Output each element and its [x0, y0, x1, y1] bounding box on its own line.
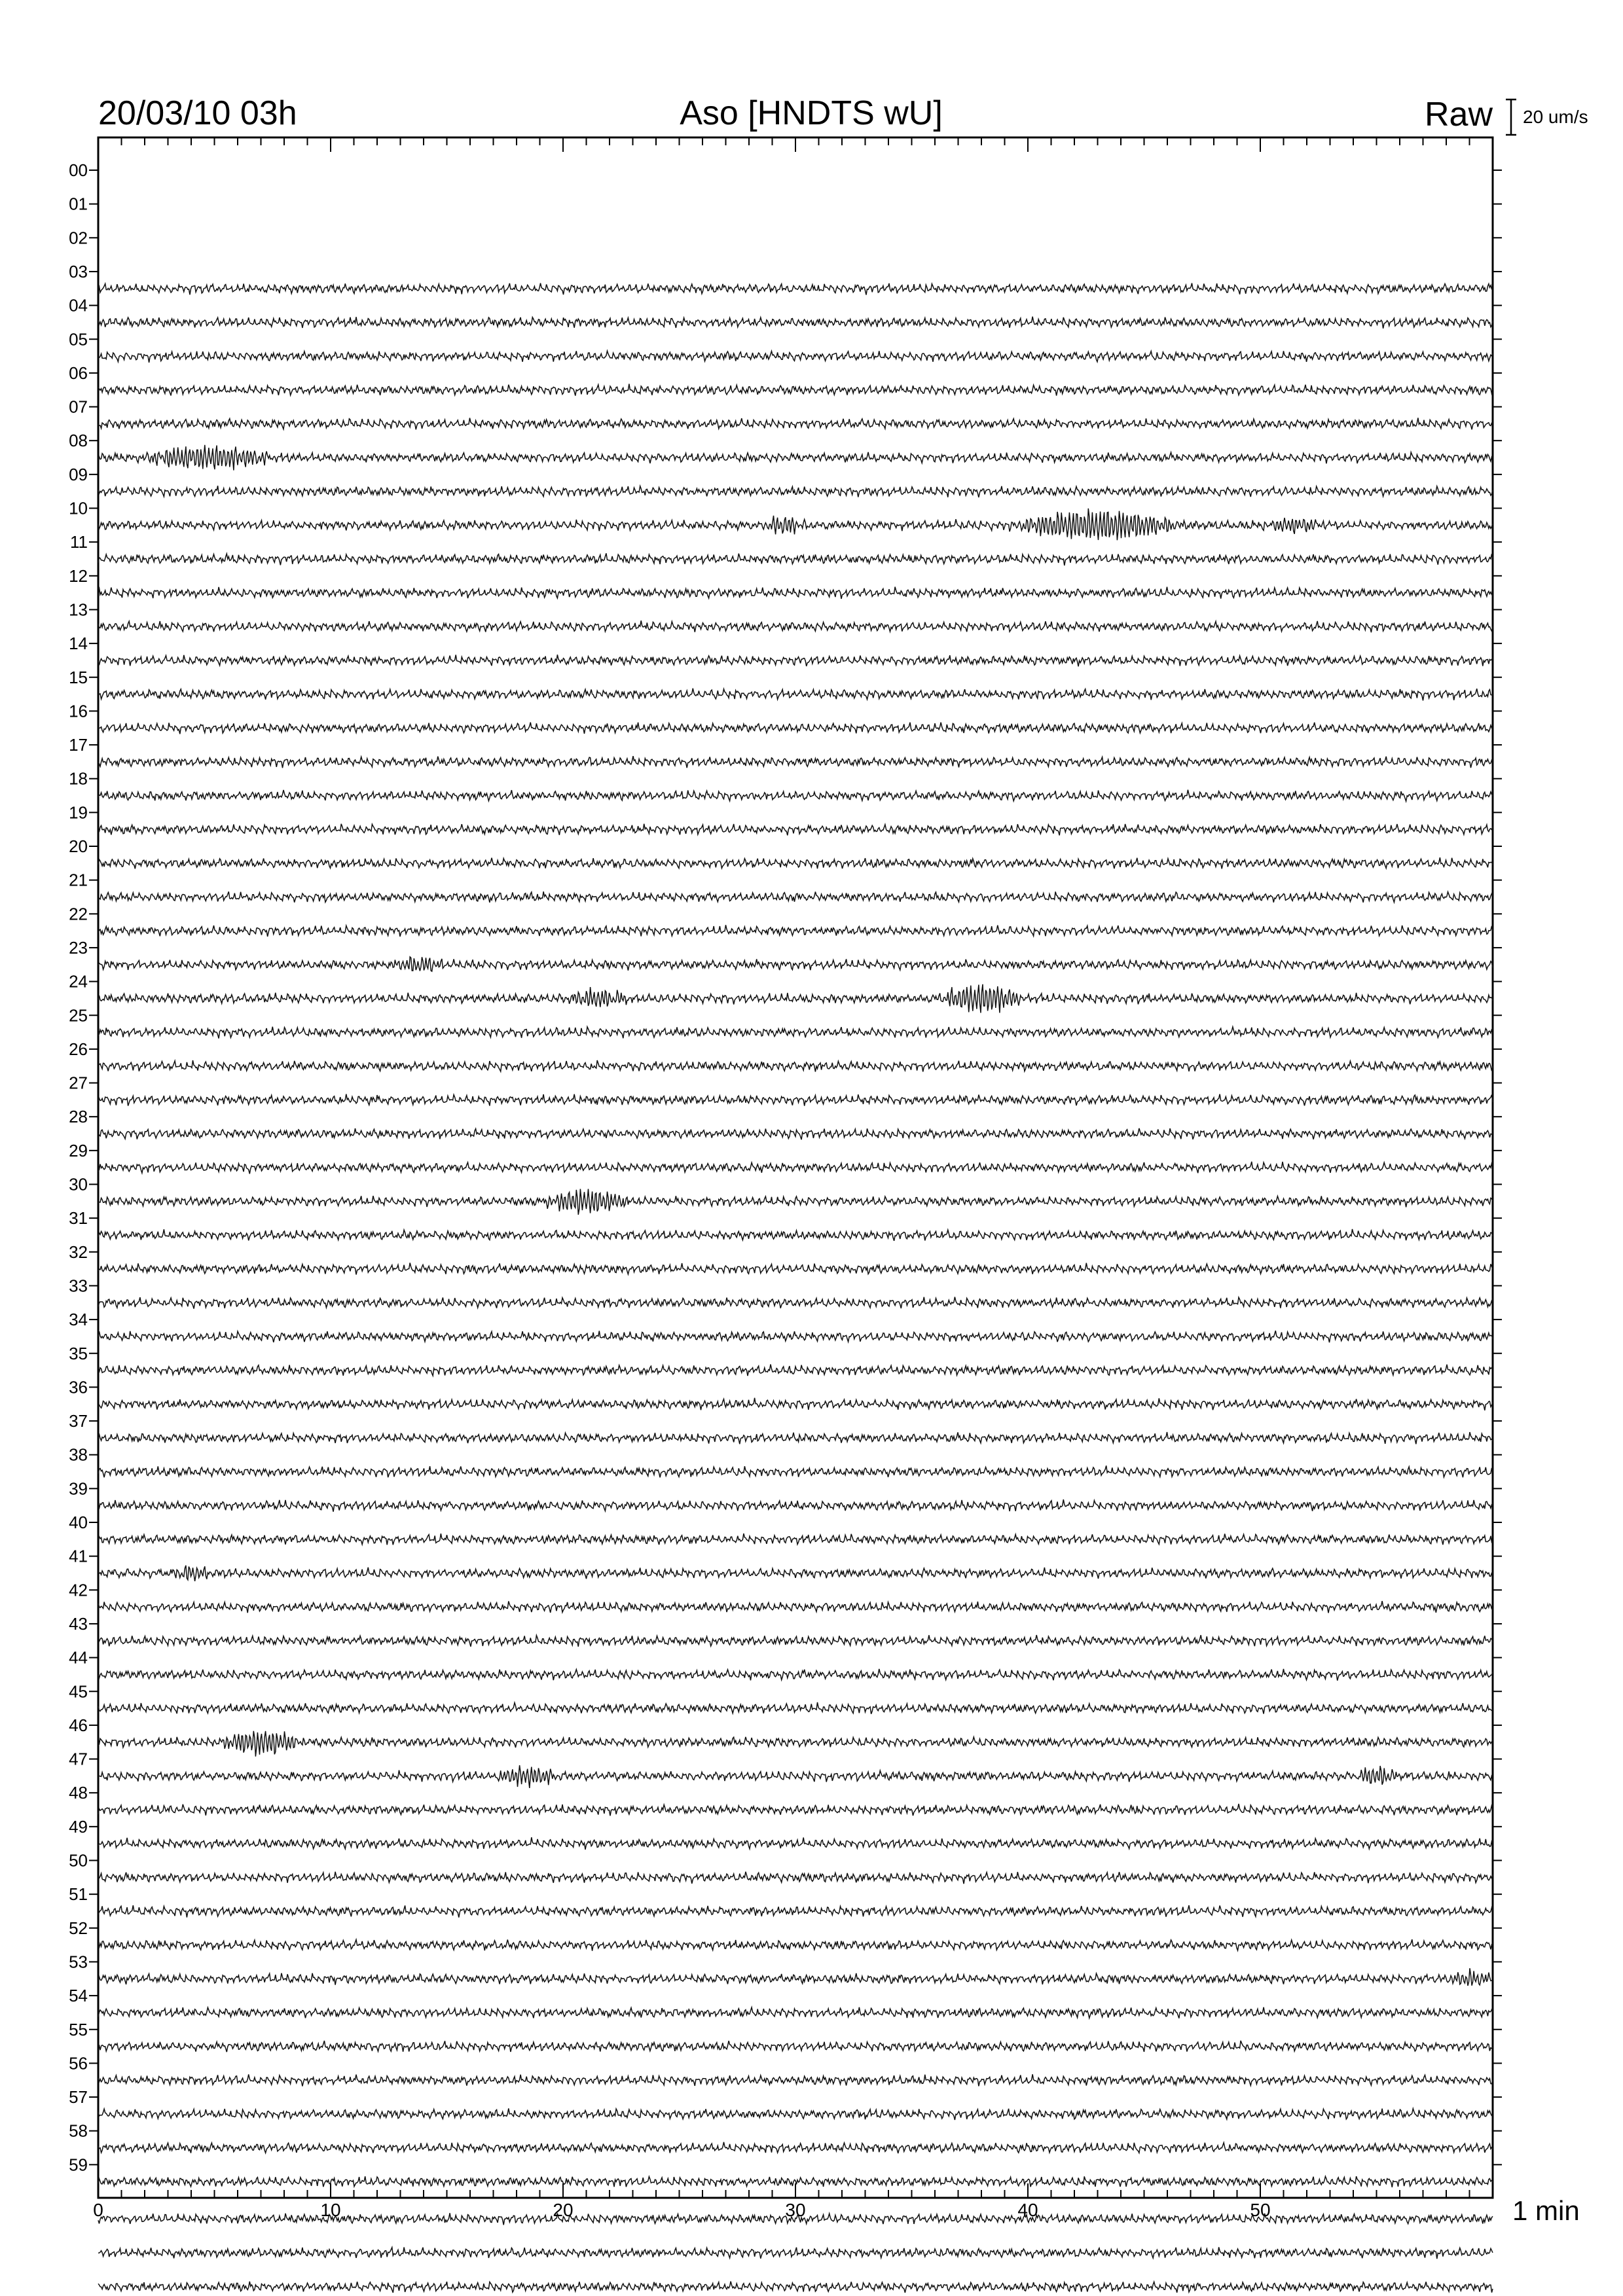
trace-row-17: [98, 756, 1493, 768]
row-label: 39: [69, 1479, 88, 1499]
x-tick-label: 30: [785, 2200, 806, 2220]
trace-row-10: [98, 509, 1493, 541]
trace-row-52: [98, 1939, 1493, 1950]
amplitude-scale-bar: [1506, 99, 1516, 135]
trace-row-43: [98, 1635, 1493, 1647]
row-label: 35: [69, 1343, 88, 1363]
row-label: 59: [69, 2155, 88, 2175]
trace-row-54: [98, 2007, 1493, 2018]
trace-row-03: [98, 283, 1493, 295]
row-label: 49: [69, 1816, 88, 1837]
x-tick-label: 40: [1017, 2200, 1038, 2220]
trace-row-53: [98, 1968, 1493, 1986]
row-label: 53: [69, 1952, 88, 1972]
x-tick-label: 20: [553, 2200, 574, 2220]
row-label: 17: [69, 735, 88, 755]
row-label: 40: [69, 1513, 88, 1532]
row-label: 48: [69, 1783, 88, 1803]
row-label: 21: [69, 870, 88, 890]
row-label: 23: [69, 937, 88, 958]
trace-row-42: [98, 1601, 1493, 1613]
trace-row-38: [98, 1465, 1493, 1477]
trace-row-58: [98, 2142, 1493, 2153]
trace-row-45: [98, 1702, 1493, 1714]
trace-row-55: [98, 2041, 1493, 2052]
trace-row-56: [98, 2074, 1493, 2086]
trace-row-04: [98, 317, 1493, 329]
trace-row-57: [98, 2108, 1493, 2120]
row-label: 38: [69, 1444, 88, 1465]
trace-row-50: [98, 1872, 1493, 1884]
trace-row-33: [98, 1297, 1493, 1309]
trace-row-40: [98, 1534, 1493, 1545]
trace-row-21: [98, 891, 1493, 903]
trace-row-12: [98, 587, 1493, 599]
row-label: 15: [69, 667, 88, 687]
row-label: 46: [69, 1715, 88, 1735]
row-label: 25: [69, 1005, 88, 1026]
row-label: 22: [69, 904, 88, 924]
row-label: 12: [69, 565, 88, 586]
trace-row-15: [98, 689, 1493, 701]
x-tick-label: 0: [93, 2200, 103, 2220]
trace-row-19: [98, 824, 1493, 836]
trace-row-14: [98, 655, 1493, 666]
row-label: 56: [69, 2053, 88, 2073]
trace-row-48: [98, 1804, 1493, 1816]
row-label: 34: [69, 1310, 88, 1330]
station-title: Aso [HNDTS wU]: [680, 94, 943, 132]
row-label: 33: [69, 1276, 88, 1296]
trace-row-30: [98, 1189, 1493, 1215]
trace-row-22: [98, 925, 1493, 937]
row-label: 04: [69, 295, 88, 315]
trace-row-24: [98, 984, 1493, 1013]
x-axis: [93, 2183, 1469, 2220]
row-label: 01: [69, 194, 88, 214]
trace-row-09: [98, 486, 1493, 497]
row-label: 57: [69, 2087, 88, 2108]
row-label: 03: [69, 261, 88, 281]
row-label: 43: [69, 1613, 88, 1634]
row-label: 02: [69, 228, 88, 248]
trace-row-28: [98, 1128, 1493, 1139]
row-label: 06: [69, 363, 88, 383]
trace-row-51: [98, 1905, 1493, 1918]
row-label: 50: [69, 1850, 88, 1871]
seismic-traces: [98, 283, 1493, 2293]
trace-row-20: [98, 857, 1493, 869]
row-label: 58: [69, 2121, 88, 2141]
row-labels: [69, 160, 88, 2174]
trace-row-23: [98, 957, 1493, 971]
trace-row-37: [98, 1432, 1493, 1444]
row-label: 26: [69, 1039, 88, 1059]
trace-row-32: [98, 1263, 1493, 1274]
trace-row-39: [98, 1499, 1493, 1512]
row-label: 13: [69, 600, 88, 620]
row-label: 45: [69, 1681, 88, 1702]
row-label: 41: [69, 1546, 88, 1566]
trace-row-07: [98, 418, 1493, 429]
trace-row-18: [98, 790, 1493, 802]
trace-row-41: [98, 1566, 1493, 1581]
amplitude-scale-label: 20 um/s: [1523, 107, 1588, 127]
row-label: 11: [70, 532, 88, 552]
trace-row-44: [98, 1669, 1493, 1681]
top-minute-ticks: [122, 137, 1470, 152]
row-label: 30: [69, 1174, 88, 1194]
row-label: 31: [69, 1208, 88, 1229]
trace-row-35: [98, 1365, 1493, 1376]
trace-row-25: [98, 1027, 1493, 1039]
row-label: 37: [69, 1411, 88, 1431]
row-label: 28: [69, 1107, 88, 1127]
row-label: 09: [69, 464, 88, 484]
row-label: 18: [69, 768, 88, 789]
row-label: 51: [69, 1884, 88, 1905]
date-hour-label: 20/03/10 03h: [98, 94, 297, 132]
row-label: 44: [69, 1647, 88, 1668]
row-label: 19: [69, 802, 88, 823]
trace-row-27: [98, 1094, 1493, 1106]
x-tick-label: 50: [1250, 2200, 1271, 2220]
trace-row-11: [98, 553, 1493, 565]
x-unit-label: 1 min: [1512, 2195, 1580, 2226]
trace-row-extra-3: [98, 2282, 1493, 2293]
row-label: 16: [69, 701, 88, 721]
trace-row-26: [98, 1060, 1493, 1072]
row-label: 55: [69, 2019, 88, 2039]
row-label: 24: [69, 971, 88, 992]
row-label: 07: [69, 397, 88, 417]
row-label: 20: [69, 836, 88, 856]
row-label: 10: [69, 498, 88, 518]
row-label: 42: [69, 1580, 88, 1600]
row-label: 32: [69, 1242, 88, 1262]
mode-label: Raw: [1424, 96, 1493, 134]
trace-row-31: [98, 1229, 1493, 1241]
row-label: 14: [69, 634, 88, 654]
trace-row-16: [98, 723, 1493, 734]
row-label: 08: [69, 431, 88, 451]
row-label: 00: [69, 160, 88, 180]
row-label: 47: [69, 1749, 88, 1769]
row-label: 36: [69, 1377, 88, 1397]
trace-row-34: [98, 1331, 1493, 1342]
trace-row-05: [98, 351, 1493, 363]
trace-row-extra-2: [98, 2247, 1493, 2259]
trace-row-13: [98, 620, 1493, 632]
trace-row-29: [98, 1162, 1493, 1174]
trace-row-46: [98, 1731, 1493, 1757]
trace-row-49: [98, 1837, 1493, 1850]
trace-row-47: [98, 1765, 1493, 1788]
trace-row-06: [98, 384, 1493, 396]
row-label: 05: [69, 329, 88, 350]
trace-row-08: [98, 445, 1493, 471]
row-label: 27: [69, 1073, 88, 1093]
trace-row-36: [98, 1398, 1493, 1410]
x-tick-label: 10: [320, 2200, 341, 2220]
row-label: 52: [69, 1918, 88, 1938]
row-label: 29: [69, 1140, 88, 1160]
row-label: 54: [69, 1986, 88, 2006]
